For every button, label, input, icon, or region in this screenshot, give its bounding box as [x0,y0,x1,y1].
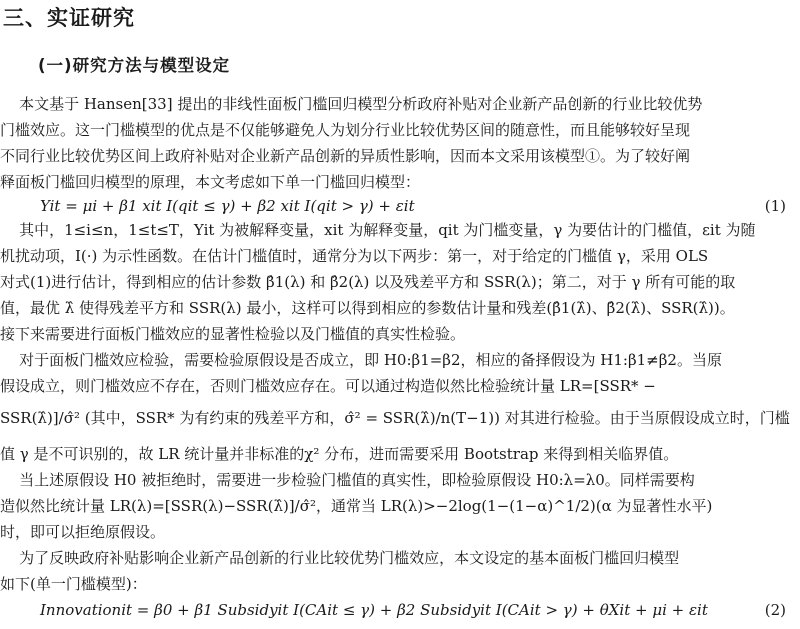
paragraph-line: 假设成立，则门槛效应不存在，否则门槛效应存在。可以通过构造似然比检验统计量 LR=[SSR* − [0,377,656,395]
paragraph-line: 门槛效应。这一门槛模型的优点是不仅能够避免人为划分行业比较优势区间的随意性，而且能够较好呈现 [0,121,691,139]
paragraph-line: 机扰动项，I(·) 为示性函数。在估计门槛值时，通常分为以下两步：第一，对于给定的门槛值 γ，采用 OLS [0,247,709,265]
section-title: 三、实证研究 [3,6,135,30]
paragraph-line: 接下来需要进行面板门槛效应的显著性检验以及门槛值的真实性检验。 [0,325,466,343]
equation-number: (2) [764,601,786,619]
paragraph-line: 释面板门槛回归模型的原理，本文考虑如下单一门槛回归模型： [0,173,421,191]
paragraph-line: 对式(1)进行估计，得到相应的估计参数 β̂1(λ) 和 β̂2(λ) 以及残差平方和 SSR(λ)；第二，对于 γ 所有可能的取 [0,273,736,291]
paragraph-line: 值，最优 λ̂ 使得残差平方和 SSR(λ) 最小，这样可以得到相应的参数估计量和残差(β̂1(λ̂)、β̂2(λ̂)、SSR(λ̂))。 [0,299,735,317]
paragraph-line: 本文基于 Hansen[33] 提出的非线性面板门槛回归模型分析政府补贴对企业新产品创新的行业比较优势 [0,95,703,113]
paragraph-line: 当上述原假设 H0 被拒绝时，需要进一步检验门槛值的真实性，即检验原假设 H0:λ=λ0。同样需要构 [0,471,695,489]
subsection-title: (一)研究方法与模型设定 [38,56,231,75]
equation-text: Innovationit = β0 + β1 Subsidyit I(CAit ≤ γ) + β2 Subsidyit I(CAit > γ) + θXit + μi + εit [40,601,708,619]
paragraph-line: 为了反映政府补贴影响企业新产品创新的行业比较优势门槛效应，本文设定的基本面板门槛回归模型 [0,549,680,567]
paragraph-line: 如下(单一门槛模型)： [0,575,147,593]
equation-text: Yit = μi + β1 xit I(qit ≤ γ) + β2 xit I(qit > γ) + εit [40,197,415,215]
paragraph-line: 值 γ 是不可识别的，故 LR 统计量并非标准的χ² 分布，进而需要采用 Bootstrap 来得到相关临界值。 [0,445,679,463]
paragraph-line: 不同行业比较优势区间上政府补贴对企业新产品创新的异质性影响，因而本文采用该模型①。为了较好阐 [0,147,691,165]
paragraph-line: 对于面板门槛效应检验，需要检验原假设是否成立，即 H0:β1=β2，相应的备择假设为 H1:β1≠β2。当原 [0,351,722,369]
paragraph-line: SSR(λ̂)]/σ̂² (其中，SSR* 为有约束的残差平方和，σ̂² = SSR(λ̂)/n(T−1)) 对其进行检验。由于当原假设成立时，门槛 [0,409,790,427]
equation-number: (1) [764,197,786,215]
paragraph-line: 时，即可以拒绝原假设。 [0,523,166,541]
paragraph-line: 其中，1≤i≤n，1≤t≤T，Yit 为被解释变量，xit 为解释变量，qit 为门槛变量，γ 为要估计的门槛值，εit 为随 [0,221,756,239]
paragraph-line: 造似然比统计量 LR(λ)=[SSR(λ)−SSR(λ̂)]/σ̂²，通常当 LR(λ)>−2log(1−(1−α)^1/2)(α 为显著性水平) [0,497,713,515]
